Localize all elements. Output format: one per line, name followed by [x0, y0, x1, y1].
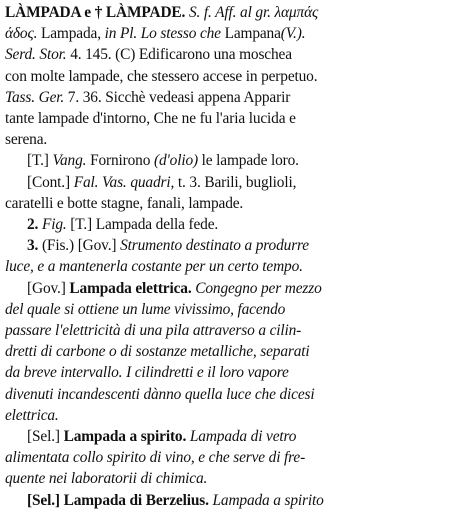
berzelius-line-1: Lampada a spirito	[212, 491, 324, 509]
berzelius-head: Lampada di Berzelius.	[63, 491, 209, 509]
berzelius-entry	[5, 490, 459, 511]
citation-serd: Serd. Stor.	[5, 46, 67, 64]
sense-3-tag: [Gov.]	[77, 237, 117, 255]
vang-olio: (d'olio)	[153, 152, 198, 170]
spirito-line-2	[5, 447, 459, 468]
elettrica-head: Lampada elettrica.	[69, 279, 192, 297]
sense-3-line-2	[5, 256, 459, 277]
spirito-text-2: alimentata collo spirito di vino, e che serve di fre-	[5, 449, 306, 467]
elettrica-line-5	[5, 362, 459, 383]
elettrica-text-4: dretti di carbone o di sostanze metalliche, separati	[5, 343, 310, 361]
citation-tass-text: 7. 36. Sicchè vedeasi appena Apparir	[67, 88, 291, 106]
sense-3-number: 3.	[27, 237, 39, 255]
spirito-entry	[5, 426, 459, 447]
entry-lampana: Lampana	[224, 25, 281, 43]
spirito-line-3	[5, 468, 459, 489]
entry-line-5	[5, 87, 459, 108]
entry-line-3	[5, 44, 459, 65]
elettrica-text-7: elettrica.	[5, 406, 59, 424]
entry-line-2	[5, 23, 459, 44]
sense-3	[5, 235, 459, 256]
spirito-head: Lampada a spirito.	[63, 428, 187, 446]
cont-text: t. 3. Barili, buglioli,	[177, 173, 297, 191]
sub-entry-vang	[5, 150, 459, 171]
sense-3-fis: (Fis.)	[41, 237, 74, 255]
etym-prefix: S. f. Aff. al gr.	[188, 4, 271, 21]
elettrica-line-3	[5, 320, 459, 341]
spirito-line-1: Lampada di vetro	[189, 428, 297, 446]
tag-t: [T.]	[27, 152, 49, 170]
citation-vang: Vang.	[52, 152, 87, 170]
greek-word-2: άδος.	[5, 25, 38, 43]
entry-text: Lampada,	[40, 25, 101, 43]
headword: LÀMPADA e † LÀMPADE.	[5, 4, 186, 21]
sense-3-def-2: luce, e a mantenerla costante per un certo tempo.	[5, 258, 303, 276]
vang-text-a: Fornirono	[90, 152, 151, 170]
elettrica-tag: [Gov.]	[27, 279, 66, 297]
greek-word: λαμπάς	[274, 4, 319, 21]
elettrica-line-1: Congegno per mezzo	[195, 279, 322, 297]
sense-2	[5, 214, 459, 235]
entry-see: (V.).	[280, 25, 306, 43]
citation-serd-text: 4. 145. (C) Edificarono una moschea	[70, 46, 292, 64]
citation-fal: Fal. Vas. quadri,	[73, 173, 175, 191]
elettrica-line-6	[5, 384, 459, 405]
sub-entry-cont	[5, 172, 459, 193]
citation-tass: Tass. Ger.	[5, 88, 65, 106]
elettrica-text-3: passare l'elettricità di una pila attraverso a cilin-	[5, 322, 302, 340]
berzelius-tag: [Sel.]	[27, 491, 60, 509]
elettrica-line-4	[5, 341, 459, 362]
elettrica-line-2	[5, 299, 459, 320]
sub-entry-cont-line-2: caratelli e botte stagne, fanali, lampade.	[5, 194, 244, 212]
tag-cont: [Cont.]	[27, 173, 70, 191]
entry-line-7: serena.	[5, 131, 48, 149]
elettrica-text-6: divenuti incandescenti dànno quella luce che dicesi	[5, 385, 315, 403]
elettrica-line-7	[5, 405, 459, 426]
elettrica-text-5: da breve intervallo. I cilindretti e il loro vapore	[5, 364, 289, 382]
entry-line-1	[5, 2, 459, 23]
entry-line-6: tante lampade d'intorno, Che ne fu l'aria lucida e	[5, 110, 296, 128]
entry-line-4: con molte lampade, che stessero accese in perpetuo.	[5, 67, 318, 85]
sense-2-tag: [T.]	[70, 216, 93, 234]
vang-text-b: le lampade loro.	[201, 152, 299, 170]
sense-2-fig: Fig.	[41, 216, 67, 234]
elettrica-text-2: del quale si ottiene un lume vivissimo, facendo	[5, 300, 286, 318]
sense-2-text: Lampada della fede.	[95, 216, 219, 234]
sense-2-number: 2.	[27, 216, 39, 234]
sense-3-def: Strumento destinato a produrre	[120, 237, 309, 255]
entry-plural-note: in Pl. Lo stesso che	[104, 25, 221, 43]
spirito-tag: [Sel.]	[27, 428, 60, 446]
spirito-text-3: quente nei laboratorii di chimica.	[5, 470, 208, 488]
elettrica-entry	[5, 278, 459, 299]
